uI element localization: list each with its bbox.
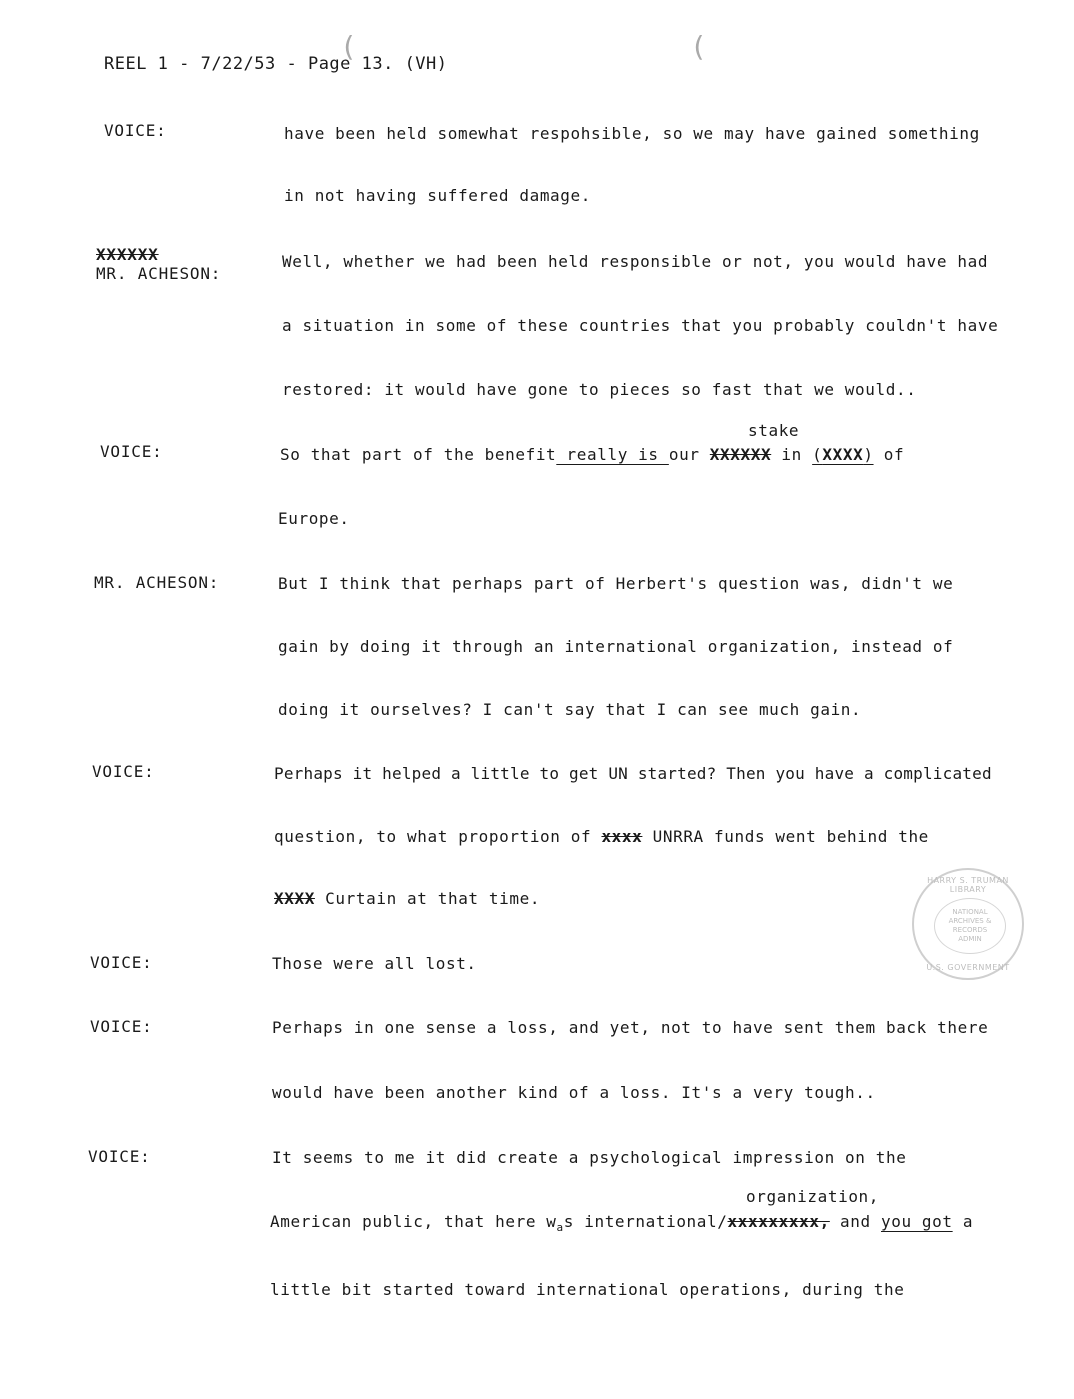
- transcript-line: little bit started toward international operations, during the: [270, 1280, 905, 1299]
- text-run: American public, that here w: [270, 1212, 557, 1231]
- interlinear-correction: organization,: [746, 1187, 880, 1206]
- speaker-label: MR. ACHESON:: [94, 573, 220, 592]
- text-run: UNRRA funds went behind the: [642, 827, 929, 846]
- underlined-text: really is: [556, 445, 669, 464]
- text-run: our: [668, 445, 710, 464]
- speaker-label: VOICE:: [90, 1017, 153, 1036]
- struck-text: XXXXXX: [709, 445, 772, 464]
- underlined-text: ): [863, 445, 874, 464]
- stamp-text: ARCHIVES &: [948, 917, 992, 925]
- underlined-text: you got: [881, 1212, 953, 1231]
- transcript-line: It seems to me it did create a psychological impression on the: [272, 1148, 907, 1167]
- transcript-line: Perhaps it helped a little to get UN started? Then you have a complicated: [274, 764, 992, 783]
- transcript-line: gain by doing it through an international organization, instead of: [278, 637, 954, 656]
- transcript-line: Those were all lost.: [272, 954, 477, 973]
- paper-mark: (: [690, 30, 707, 63]
- transcript-line: [274, 827, 929, 846]
- transcript-line: doing it ourselves? I can't say that I can see much gain.: [278, 700, 862, 719]
- transcript-line: a situation in some of these countries that you probably couldn't have: [282, 316, 999, 335]
- stamp-ring-text: U.S. GOVERNMENT: [926, 963, 1010, 972]
- transcript-line: [274, 889, 540, 908]
- archive-stamp: [912, 868, 1024, 980]
- stamp-text: NATIONAL: [952, 908, 988, 916]
- transcript-line: [270, 1212, 973, 1234]
- page-header: REEL 1 - 7/22/53 - Page 13. (VH): [104, 54, 448, 74]
- text-run: question, to what proportion of: [274, 827, 602, 846]
- text-run: in: [771, 445, 813, 464]
- transcript-line: Well, whether we had been held responsible or not, you would have had: [282, 252, 989, 271]
- interlinear-correction: stake: [748, 421, 800, 440]
- stamp-text: ADMIN: [958, 935, 982, 943]
- speaker-label: VOICE:: [88, 1147, 151, 1166]
- transcript-line: in not having suffered damage.: [284, 186, 591, 205]
- text-run: and: [829, 1212, 881, 1231]
- text-run: Curtain at that time.: [314, 889, 541, 908]
- struck-text: XXXX: [822, 445, 864, 464]
- speaker-label: VOICE:: [90, 953, 153, 972]
- speaker-label: VOICE:: [92, 762, 155, 781]
- transcript-line: Perhaps in one sense a loss, and yet, not to have sent them back there: [272, 1018, 989, 1037]
- struck-text: xxxxxxxxx,: [727, 1212, 830, 1231]
- struck-speaker: XXXXXX: [96, 245, 159, 264]
- transcript-line: restored: it would have gone to pieces so fast that we would..: [282, 380, 917, 399]
- struck-text: XXXX: [274, 889, 315, 908]
- text-run: s international/: [563, 1212, 728, 1231]
- transcript-line: have been held somewhat respohsible, so we may have gained something: [284, 124, 980, 143]
- subscript-text: a: [556, 1221, 564, 1235]
- speaker-name: MR. ACHESON:: [96, 264, 222, 283]
- transcript-line: Europe.: [278, 509, 350, 528]
- speaker-label: [96, 245, 221, 283]
- stamp-inner: [934, 898, 1006, 954]
- speaker-label: VOICE:: [100, 442, 163, 461]
- text-run: So that part of the benefit: [280, 445, 557, 464]
- stamp-ring-text: HARRY S. TRUMAN LIBRARY: [927, 876, 1009, 894]
- transcript-line: would have been another kind of a loss. It's a very tough..: [272, 1083, 876, 1102]
- paper-mark: (: [340, 30, 357, 63]
- transcript-line: [280, 445, 904, 464]
- text-run: a: [952, 1212, 974, 1231]
- speaker-label: VOICE:: [104, 121, 167, 140]
- stamp-text: RECORDS: [952, 926, 988, 934]
- struck-text: xxxx: [601, 827, 643, 846]
- text-run: of: [873, 445, 905, 464]
- transcript-line: But I think that perhaps part of Herbert's question was, didn't we: [278, 574, 954, 593]
- underlined-text: (: [812, 445, 823, 464]
